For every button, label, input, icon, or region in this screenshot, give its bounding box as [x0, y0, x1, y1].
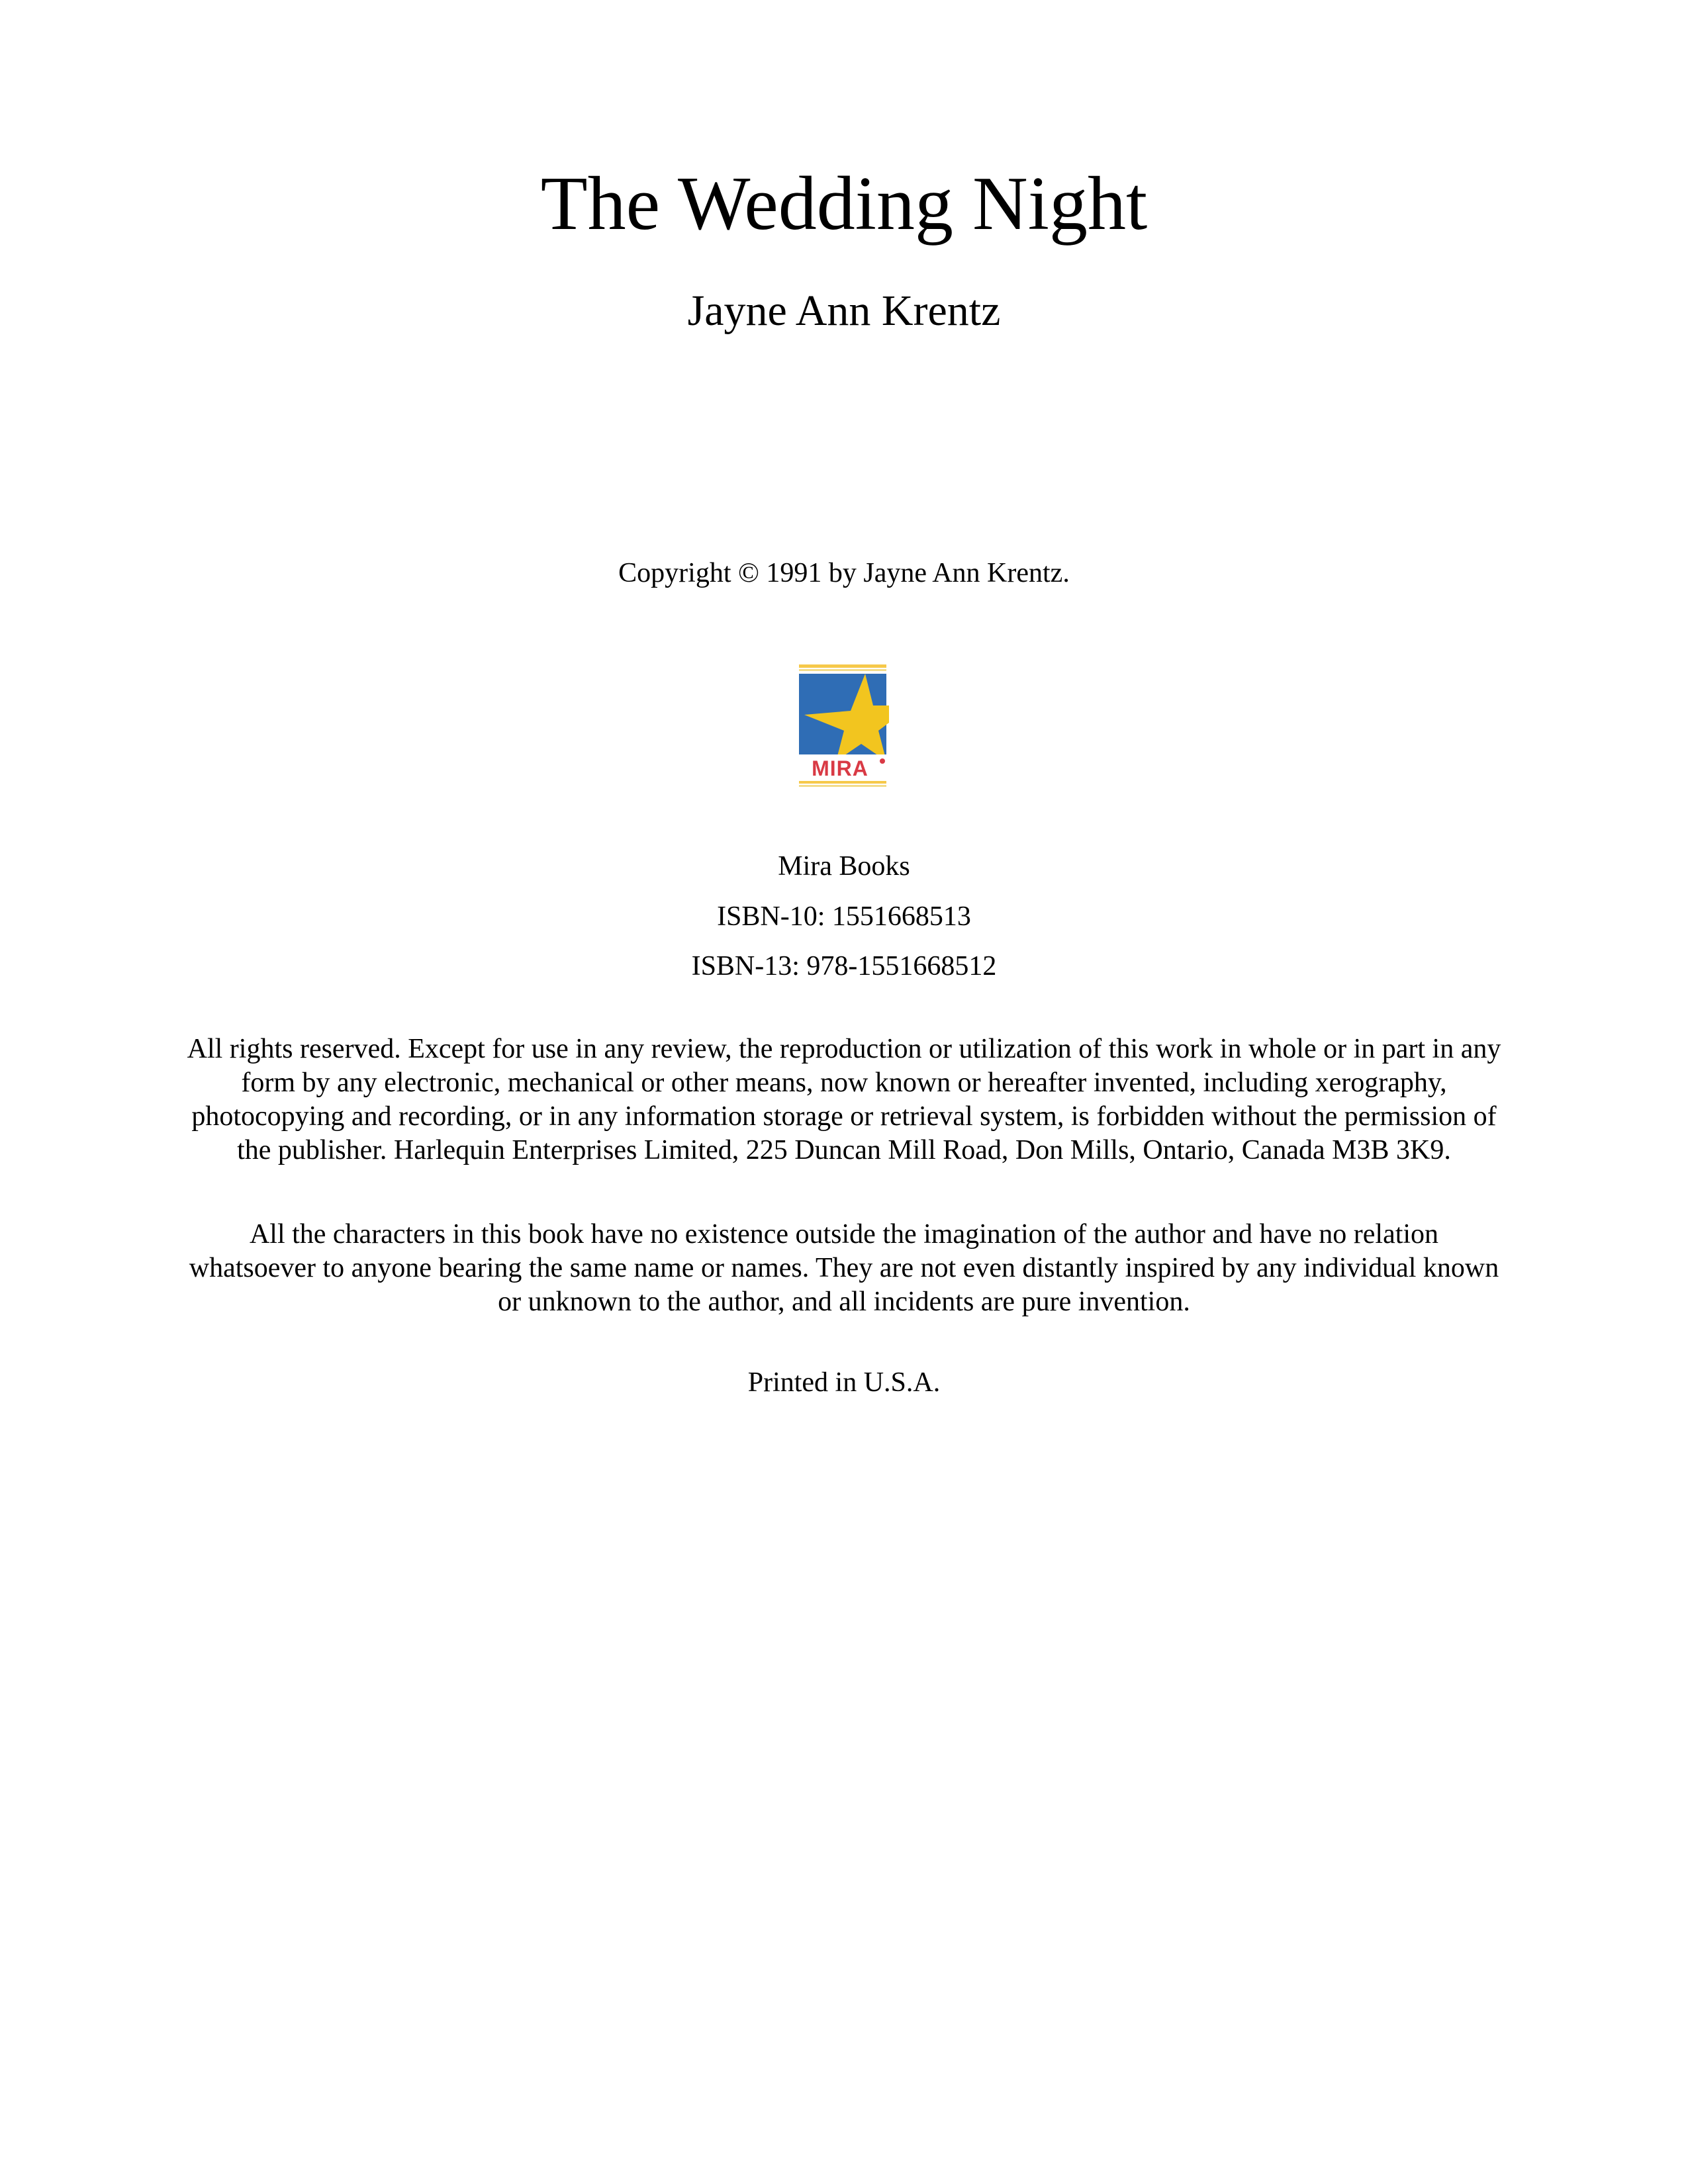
disclaimer-line: All the characters in this book have no existence outside the imagination of the author and have no relation [249, 1219, 1439, 1250]
rights-reserved-paragraph [146, 1032, 1542, 1167]
logo-wordmark: MIRA [812, 756, 868, 780]
author-name: Jayne Ann Krentz [687, 287, 1001, 335]
mira-logo-icon [796, 662, 889, 792]
logo-top-band [799, 664, 886, 668]
logo-bottom-band [799, 781, 886, 784]
characters-disclaimer-paragraph [146, 1218, 1542, 1319]
disclaimer-line: whatsoever to anyone bearing the same name or names. They are not even distantly inspired by any individual known [189, 1253, 1499, 1283]
rights-line: form by any electronic, mechanical or other means, now known or hereafter invented, including xerography, [241, 1068, 1447, 1098]
logo-registered-mark [880, 758, 885, 764]
rights-line: photocopying and recording, or in any information storage or retrieval system, is forbidden without the permission of [191, 1101, 1497, 1132]
printed-in-notice: Printed in U.S.A. [747, 1367, 941, 1398]
logo-top-band-2 [799, 669, 886, 671]
isbn-13: ISBN-13: 978-1551668512 [691, 951, 997, 981]
rights-line: the publisher. Harlequin Enterprises Limited, 225 Duncan Mill Road, Don Mills, Ontario, Canada M3B 3K9. [237, 1135, 1451, 1165]
publisher-name: Mira Books [778, 851, 910, 882]
isbn-10: ISBN-10: 1551668513 [717, 901, 971, 932]
disclaimer-line: or unknown to the author, and all incidents are pure invention. [498, 1287, 1190, 1317]
logo-bottom-band-2 [799, 785, 886, 787]
book-title: The Wedding Night [540, 161, 1148, 246]
rights-line: All rights reserved. Except for use in any review, the reproduction or utilization of this work in whole or in part in any [187, 1034, 1501, 1064]
copyright-notice: Copyright © 1991 by Jayne Ann Krentz. [618, 558, 1070, 588]
